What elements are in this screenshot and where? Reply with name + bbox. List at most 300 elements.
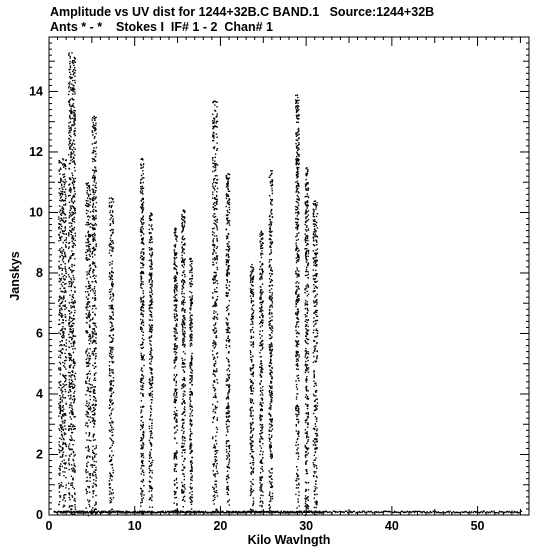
data-point [69, 316, 70, 317]
data-point [73, 328, 74, 329]
data-point [111, 457, 112, 458]
data-point [191, 508, 192, 509]
data-point [141, 400, 142, 401]
data-point [262, 462, 263, 463]
data-point [69, 360, 70, 361]
data-point [212, 350, 213, 351]
data-point [226, 293, 227, 294]
data-point [190, 372, 191, 373]
data-point [229, 174, 230, 175]
data-point [184, 363, 185, 364]
data-point [212, 183, 213, 184]
data-point [250, 350, 251, 351]
data-point [151, 302, 152, 303]
data-point [65, 317, 66, 318]
data-point [72, 496, 73, 497]
data-point [92, 496, 93, 497]
data-point [72, 236, 73, 237]
data-point [64, 192, 65, 193]
data-point [143, 432, 144, 433]
data-point [175, 415, 176, 416]
data-point [86, 457, 87, 458]
data-point [250, 400, 251, 401]
data-point [189, 397, 190, 398]
data-point [192, 278, 193, 279]
data-point [95, 404, 96, 405]
data-point [250, 277, 251, 278]
data-point [85, 352, 86, 353]
data-point [62, 486, 63, 487]
data-point [143, 233, 144, 234]
data-point [73, 238, 74, 239]
data-point [86, 466, 87, 467]
data-point [260, 277, 261, 278]
data-point [90, 409, 91, 410]
data-point [89, 383, 90, 384]
data-point [72, 61, 73, 62]
data-point [61, 184, 62, 185]
data-point [191, 336, 192, 337]
data-point [72, 159, 73, 160]
data-point [174, 427, 175, 428]
data-point [228, 249, 229, 250]
data-point [260, 326, 261, 327]
data-point [71, 90, 72, 91]
data-point [94, 166, 95, 167]
data-point [73, 429, 74, 430]
data-point [72, 320, 73, 321]
data-point [142, 378, 143, 379]
data-point [251, 361, 252, 362]
data-point [60, 401, 61, 402]
data-point [142, 209, 143, 210]
data-point [174, 360, 175, 361]
data-point [216, 248, 217, 249]
data-point [175, 357, 176, 358]
data-point [226, 345, 227, 346]
data-point [227, 471, 228, 472]
data-point [86, 309, 87, 310]
data-point [92, 134, 93, 135]
data-point [213, 313, 214, 314]
data-point [70, 215, 71, 216]
data-point [86, 322, 87, 323]
data-point [68, 154, 69, 155]
data-point [212, 128, 213, 129]
data-point [150, 463, 151, 464]
data-point [58, 415, 59, 416]
data-point [141, 301, 142, 302]
data-point [150, 347, 151, 348]
data-point [88, 204, 89, 205]
data-point [110, 487, 111, 488]
data-point [213, 310, 214, 311]
data-point [252, 462, 253, 463]
data-point [215, 389, 216, 390]
data-point [113, 309, 114, 310]
data-point [71, 250, 72, 251]
data-point [259, 417, 260, 418]
data-point [183, 281, 184, 282]
data-point [85, 258, 86, 259]
data-point [70, 191, 71, 192]
data-point [182, 456, 183, 457]
data-point [261, 257, 262, 258]
data-point [89, 402, 90, 403]
data-point [214, 277, 215, 278]
data-point [250, 354, 251, 355]
data-point [184, 332, 185, 333]
data-point [71, 214, 72, 215]
data-point [87, 291, 88, 292]
data-point [152, 394, 153, 395]
data-point [253, 484, 254, 485]
data-point [74, 312, 75, 313]
data-point [90, 416, 91, 417]
data-point [213, 238, 214, 239]
data-point [181, 301, 182, 302]
data-point [112, 445, 113, 446]
data-point [109, 206, 110, 207]
data-point [173, 394, 174, 395]
data-point [182, 285, 183, 286]
data-point [181, 293, 182, 294]
data-point [71, 232, 72, 233]
data-point [64, 494, 65, 495]
data-point [92, 177, 93, 178]
data-point [72, 426, 73, 427]
data-point [71, 408, 72, 409]
data-point [71, 346, 72, 347]
data-point [260, 302, 261, 303]
data-point [216, 116, 217, 117]
data-point [213, 340, 214, 341]
data-point [261, 269, 262, 270]
data-point [75, 235, 76, 236]
data-point [184, 443, 185, 444]
data-point [228, 336, 229, 337]
data-point [111, 330, 112, 331]
data-point [216, 460, 217, 461]
data-point [140, 327, 141, 328]
x-tick-label: 20 [213, 519, 228, 533]
data-point [252, 279, 253, 280]
data-point [94, 350, 95, 351]
data-point [184, 391, 185, 392]
data-point [189, 282, 190, 283]
data-point [96, 187, 97, 188]
data-point [181, 223, 182, 224]
data-point [65, 397, 66, 398]
data-point [150, 395, 151, 396]
data-point [92, 308, 93, 309]
data-point [93, 239, 94, 240]
data-point [214, 381, 215, 382]
data-point [229, 365, 230, 366]
data-point [262, 406, 263, 407]
data-point [182, 224, 183, 225]
data-point [143, 472, 144, 473]
data-point [111, 337, 112, 338]
data-point [141, 500, 142, 501]
data-point [71, 299, 72, 300]
data-point [61, 336, 62, 337]
data-point [111, 201, 112, 202]
data-point [72, 323, 73, 324]
data-point [184, 274, 185, 275]
data-point [190, 261, 191, 262]
data-point [95, 308, 96, 309]
data-point [151, 260, 152, 261]
data-point [92, 297, 93, 298]
data-point [63, 200, 64, 201]
data-point [63, 177, 64, 178]
data-point [63, 475, 64, 476]
data-point [142, 232, 143, 233]
data-point [72, 482, 73, 483]
data-point [111, 271, 112, 272]
data-point [72, 487, 73, 488]
data-point [71, 145, 72, 146]
data-point [143, 305, 144, 306]
data-point [191, 323, 192, 324]
data-point [95, 495, 96, 496]
data-point [141, 299, 142, 300]
data-point [183, 293, 184, 294]
data-point [62, 230, 63, 231]
data-point [260, 310, 261, 311]
data-point [59, 491, 60, 492]
data-point [216, 202, 217, 203]
data-point [227, 246, 228, 247]
data-point [58, 300, 59, 301]
data-point [73, 160, 74, 161]
data-point [149, 215, 150, 216]
data-point [86, 255, 87, 256]
data-point [69, 76, 70, 77]
data-point [65, 500, 66, 501]
data-point [93, 436, 94, 437]
data-point [72, 77, 73, 78]
data-point [70, 121, 71, 122]
data-point [261, 278, 262, 279]
data-point [89, 481, 90, 482]
data-point [250, 428, 251, 429]
data-point [94, 461, 95, 462]
data-point [176, 257, 177, 258]
data-point [93, 269, 94, 270]
data-point [59, 430, 60, 431]
data-point [69, 81, 70, 82]
data-point [183, 402, 184, 403]
data-point [216, 195, 217, 196]
data-point [150, 437, 151, 438]
data-point [74, 164, 75, 165]
data-point [110, 475, 111, 476]
data-point [189, 324, 190, 325]
data-point [184, 400, 185, 401]
data-point [112, 347, 113, 348]
data-point [226, 229, 227, 230]
data-point [87, 306, 88, 307]
data-point [151, 278, 152, 279]
data-point [89, 343, 90, 344]
data-point [58, 216, 59, 217]
data-point [183, 396, 184, 397]
data-point [92, 236, 93, 237]
data-point [95, 190, 96, 191]
data-point [151, 286, 152, 287]
data-point [64, 353, 65, 354]
data-point [142, 188, 143, 189]
data-point [109, 373, 110, 374]
data-point [69, 104, 70, 105]
data-point [63, 242, 64, 243]
data-point [60, 484, 61, 485]
data-point [142, 463, 143, 464]
data-point [152, 320, 153, 321]
data-point [58, 240, 59, 241]
data-point [71, 468, 72, 469]
data-point [149, 291, 150, 292]
data-point [85, 422, 86, 423]
data-point [260, 356, 261, 357]
data-point [72, 386, 73, 387]
data-point [141, 330, 142, 331]
data-point [95, 380, 96, 381]
data-point [93, 452, 94, 453]
data-point [65, 168, 66, 169]
data-point [61, 340, 62, 341]
data-point [92, 420, 93, 421]
data-point [192, 491, 193, 492]
data-point [69, 128, 70, 129]
data-point [253, 490, 254, 491]
data-point [72, 220, 73, 221]
data-point [112, 261, 113, 262]
data-point [65, 477, 66, 478]
data-point [71, 173, 72, 174]
data-point [110, 474, 111, 475]
data-point [72, 118, 73, 119]
data-point [65, 181, 66, 182]
data-point [90, 384, 91, 385]
data-point [142, 321, 143, 322]
data-point [140, 393, 141, 394]
data-point [217, 463, 218, 464]
data-point [216, 201, 217, 202]
data-point [149, 280, 150, 281]
data-point [226, 441, 227, 442]
data-point [259, 323, 260, 324]
data-point [140, 429, 141, 430]
data-point [142, 264, 143, 265]
data-point [64, 385, 65, 386]
data-point [62, 194, 63, 195]
data-point [181, 257, 182, 258]
data-point [228, 398, 229, 399]
data-point [142, 501, 143, 502]
data-point [62, 422, 63, 423]
data-point [63, 249, 64, 250]
data-point [62, 305, 63, 306]
data-point [260, 266, 261, 267]
data-point [149, 481, 150, 482]
data-point [174, 362, 175, 363]
data-point [59, 486, 60, 487]
data-point [64, 381, 65, 382]
data-point [151, 445, 152, 446]
data-point [63, 276, 64, 277]
data-point [143, 457, 144, 458]
data-point [63, 322, 64, 323]
data-point [213, 373, 214, 374]
data-point [142, 303, 143, 304]
data-point [190, 423, 191, 424]
data-point [92, 169, 93, 170]
data-point [109, 361, 110, 362]
data-point [70, 395, 71, 396]
data-point [212, 157, 213, 158]
data-point [66, 276, 67, 277]
data-point [176, 269, 177, 270]
data-point [143, 356, 144, 357]
data-point [184, 302, 185, 303]
data-point [140, 502, 141, 503]
x-tick-label: 10 [127, 519, 142, 533]
data-point [143, 188, 144, 189]
data-point [112, 221, 113, 222]
data-point [110, 438, 111, 439]
data-point [65, 179, 66, 180]
data-point [68, 232, 69, 233]
data-point [75, 149, 76, 150]
data-point [69, 56, 70, 57]
data-point [227, 194, 228, 195]
data-point [94, 278, 95, 279]
data-point [151, 256, 152, 257]
data-point [149, 232, 150, 233]
data-point [184, 336, 185, 337]
data-point [72, 149, 73, 150]
data-point [88, 501, 89, 502]
data-point [174, 349, 175, 350]
data-point [111, 499, 112, 500]
data-point [92, 487, 93, 488]
data-point [93, 426, 94, 427]
data-point [261, 274, 262, 275]
data-point [250, 424, 251, 425]
data-point [74, 116, 75, 117]
data-point [88, 219, 89, 220]
data-point [61, 416, 62, 417]
data-point [96, 246, 97, 247]
data-point [253, 375, 254, 376]
data-point [182, 330, 183, 331]
data-point [174, 480, 175, 481]
data-point [73, 305, 74, 306]
data-point [93, 419, 94, 420]
data-point [141, 276, 142, 277]
data-point [216, 142, 217, 143]
data-point [189, 320, 190, 321]
data-point [229, 289, 230, 290]
data-point [174, 491, 175, 492]
data-point [213, 283, 214, 284]
data-point [190, 329, 191, 330]
data-point [95, 153, 96, 154]
data-point [229, 204, 230, 205]
